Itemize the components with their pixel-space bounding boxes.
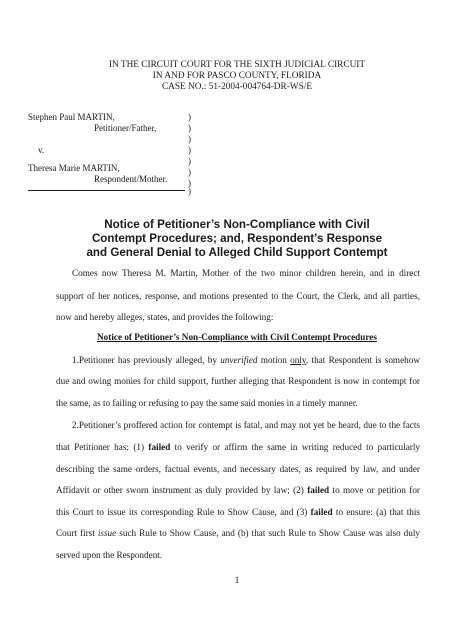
intro-line: Comes now Theresa M. Martin, Mother of the two minor children herein, and in direct (72, 268, 420, 278)
court-name: IN THE CIRCUIT COURT FOR THE SIXTH JUDICIAL CIRCUIT (108, 60, 366, 70)
intro-line: now and hereby alleges, states, and provides the following: (56, 312, 274, 322)
paragraph-line: that Petitioner has: (1) failed to verify or affirm the same in writing reduced to particularly (56, 442, 420, 452)
paragraph-line: 1.Petitioner has previously alleged, by unverified motion only, that Respondent is somehow (72, 355, 420, 365)
emphasis-failed: failed (307, 485, 330, 495)
respondent-role: Respondent/Mother. (94, 174, 168, 184)
emphasis-failed: failed (148, 442, 171, 452)
paragraph-line: this Court to issue its corresponding Rule to Show Cause, and (3) failed to ensure: (a) that this (56, 507, 420, 517)
caption-paren: ) (188, 134, 191, 144)
paragraph-line: 2.Petitioner’s proffered action for contempt is fatal, and may not yet be heard, due to the facts (72, 420, 420, 430)
caption-paren: ) (188, 178, 191, 188)
emphasis-issue: issue (97, 528, 117, 538)
emphasis-unverified: unverified (220, 355, 258, 365)
paragraph-line: Affidavit or other sworn instrument as duly provided by law; (2) failed to move or petition for (56, 485, 420, 495)
court-county: IN AND FOR PASCO COUNTY, FLORIDA (152, 71, 322, 81)
section-heading: Notice of Petitioner’s Non-Compliance with Civil Contempt Procedures (97, 332, 377, 342)
document-title-line-3: and General Denial to Alleged Child Support Contempt (86, 246, 388, 259)
intro-line: support of her notices, response, and motions presented to the Court, the Clerk, and all parties, (56, 291, 420, 301)
document-title-line-1: Notice of Petitioner’s Non-Compliance with Civil (104, 218, 370, 231)
paragraph-line: due and owing monies for child support, further alleging that Respondent is now in contempt for (56, 376, 420, 386)
paragraph-line: Court first issue such Rule to Show Cause, and (b) that such Rule to Show Cause was also duly (56, 528, 421, 538)
caption-paren: ) (188, 145, 191, 155)
emphasis-only: only (290, 355, 306, 365)
caption-paren: ) (188, 167, 191, 177)
caption-paren: ) (188, 112, 191, 122)
paragraph-line: describing the same orders, factual events, and necessary dates, as required by law, and under (56, 464, 420, 474)
caption-paren: ) (188, 156, 191, 166)
caption-paren: ) (188, 186, 191, 196)
page-number: 1 (234, 576, 240, 586)
caption-divider (28, 190, 185, 191)
petitioner-role: Petitioner/Father, (94, 123, 157, 133)
paragraph-line: the same, as to failing or refusing to pay the same said monies in a timely manner. (56, 398, 358, 408)
caption-paren: ) (188, 123, 191, 133)
emphasis-failed: failed (310, 507, 333, 517)
petitioner-name: Stephen Paul MARTIN, (28, 112, 115, 122)
respondent-name: Theresa Marie MARTIN, (28, 163, 120, 173)
paragraph-line: served upon the Respondent. (56, 550, 163, 560)
document-title-line-2: Contempt Procedures; and, Respondent’s Response (91, 232, 383, 245)
case-number: CASE NO.: 51-2004-004764-DR-WS/E (161, 82, 313, 92)
versus: v. (38, 145, 45, 155)
